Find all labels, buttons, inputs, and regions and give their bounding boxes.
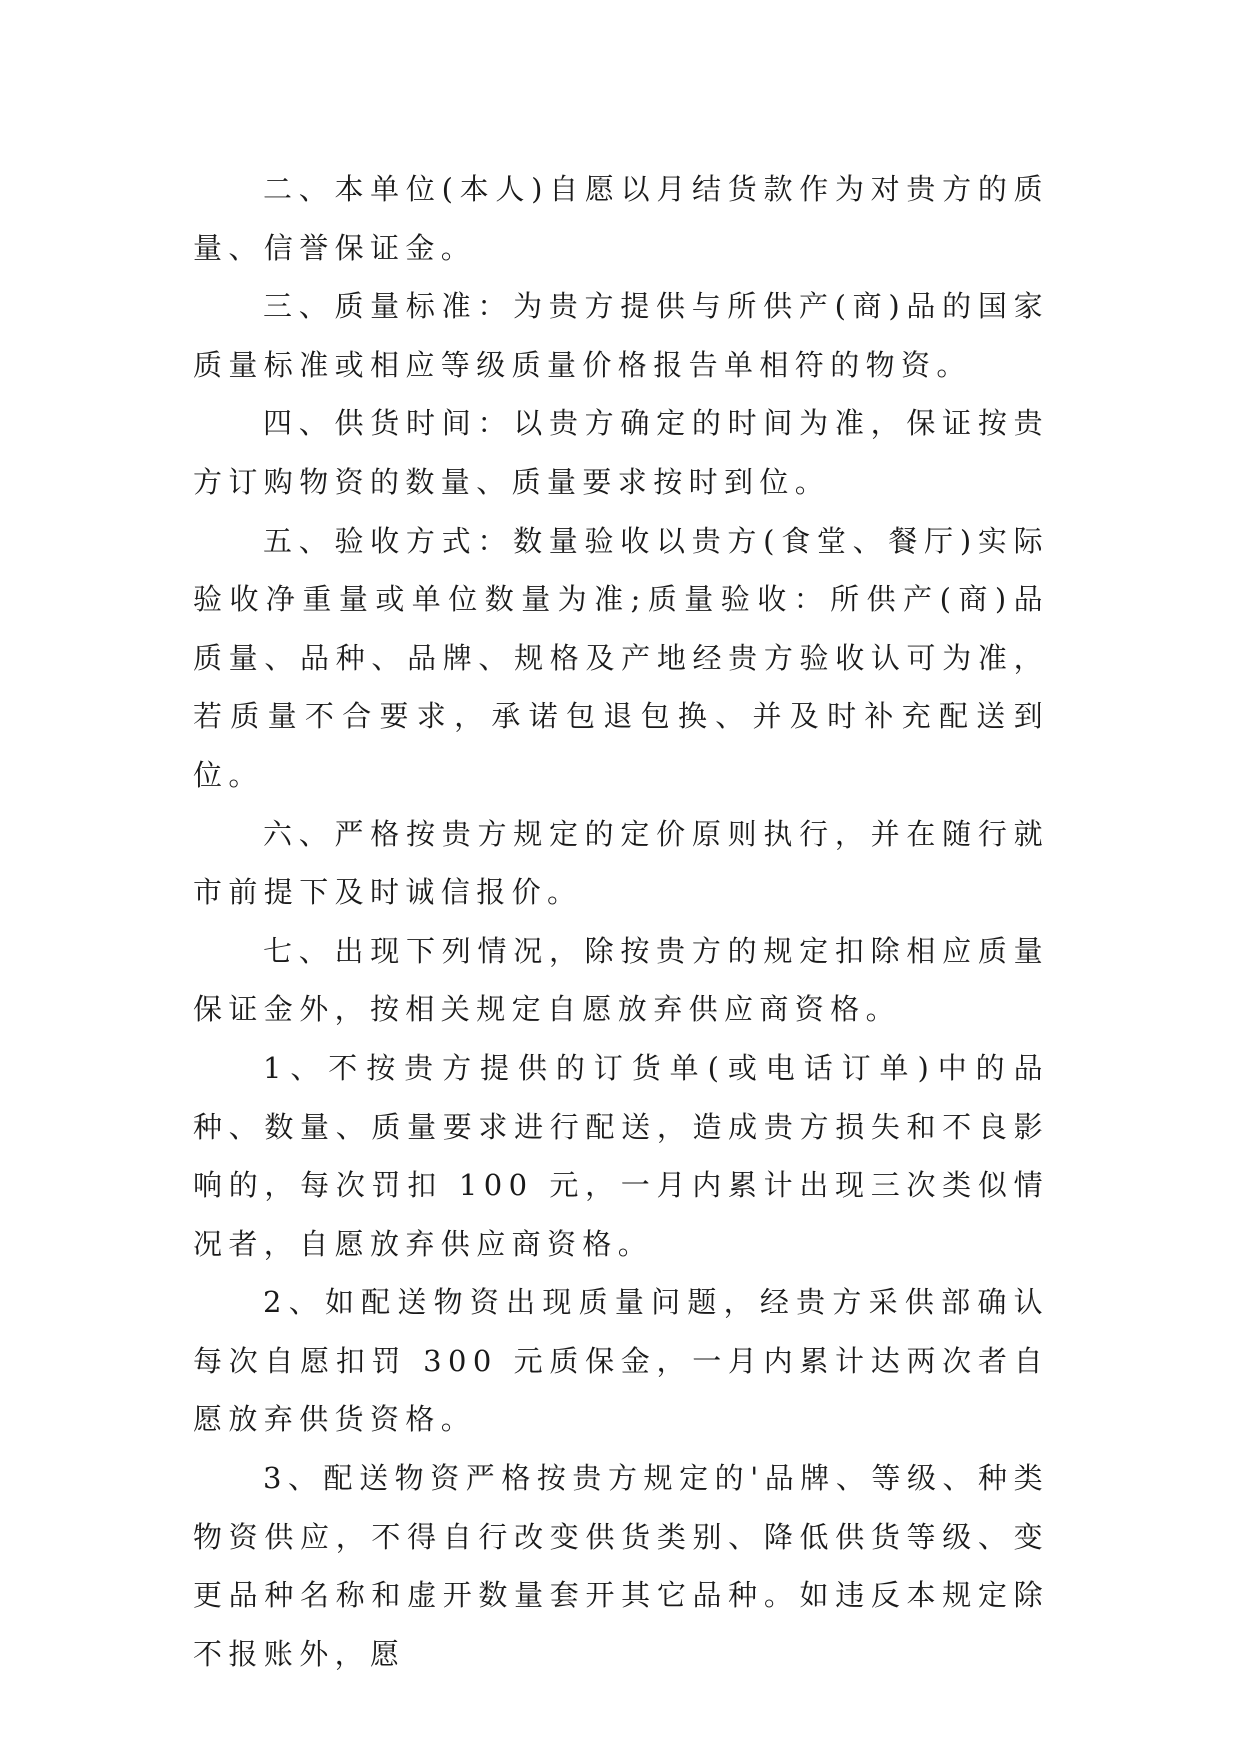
paragraph-2: 二、本单位(本人)自愿以月结货款作为对贵方的质量、信誉保证金。 — [193, 172, 1049, 265]
paragraph-6: 六、严格按贵方规定的定价原则执行，并在随行就市前提下及时诚信报价。 — [193, 816, 1049, 910]
list-item-3: 3、配送物资严格按贵方规定的'品牌、等级、种类物资供应，不得自行改变供货类别、降低供货等级、变更品种名称和虚开数量套开其它品种。如违反本规定除不报账外，愿 — [193, 1461, 1049, 1671]
list-item-2: 2、如配送物资出现质量问题，经贵方采供部确认每次自愿扣罚 300 元质保金，一月内累计达两次者自愿放弃供货资格。 — [193, 1285, 1049, 1437]
paragraph-3: 三、质量标准：为贵方提供与所供产(商)品的国家质量标准或相应等级质量价格报告单相符的物资。 — [193, 289, 1049, 382]
paragraph-4: 四、供货时间：以贵方确定的时间为准，保证按贵方订购物资的数量、质量要求按时到位。 — [193, 406, 1049, 499]
paragraph-7: 七、出现下列情况，除按贵方的规定扣除相应质量保证金外，按相关规定自愿放弃供应商资格。 — [193, 933, 1049, 1027]
paragraph-5: 五、验收方式：数量验收以贵方(食堂、餐厅)实际验收净重量或单位数量为准;质量验收：所供产(商)品质量、品种、品牌、规格及产地经贵方验收认可为准，若质量不合要求，承诺包退包换、并及时补充配送到位。 — [193, 523, 1049, 792]
list-item-1: 1、不按贵方提供的订货单(或电话订单)中的品种、数量、质量要求进行配送，造成贵方损失和不良影响的，每次罚扣 100 元，一月内累计出现三次类似情况者，自愿放弃供应商资格。 — [193, 1050, 1049, 1261]
document-page — [193, 160, 1049, 1683]
